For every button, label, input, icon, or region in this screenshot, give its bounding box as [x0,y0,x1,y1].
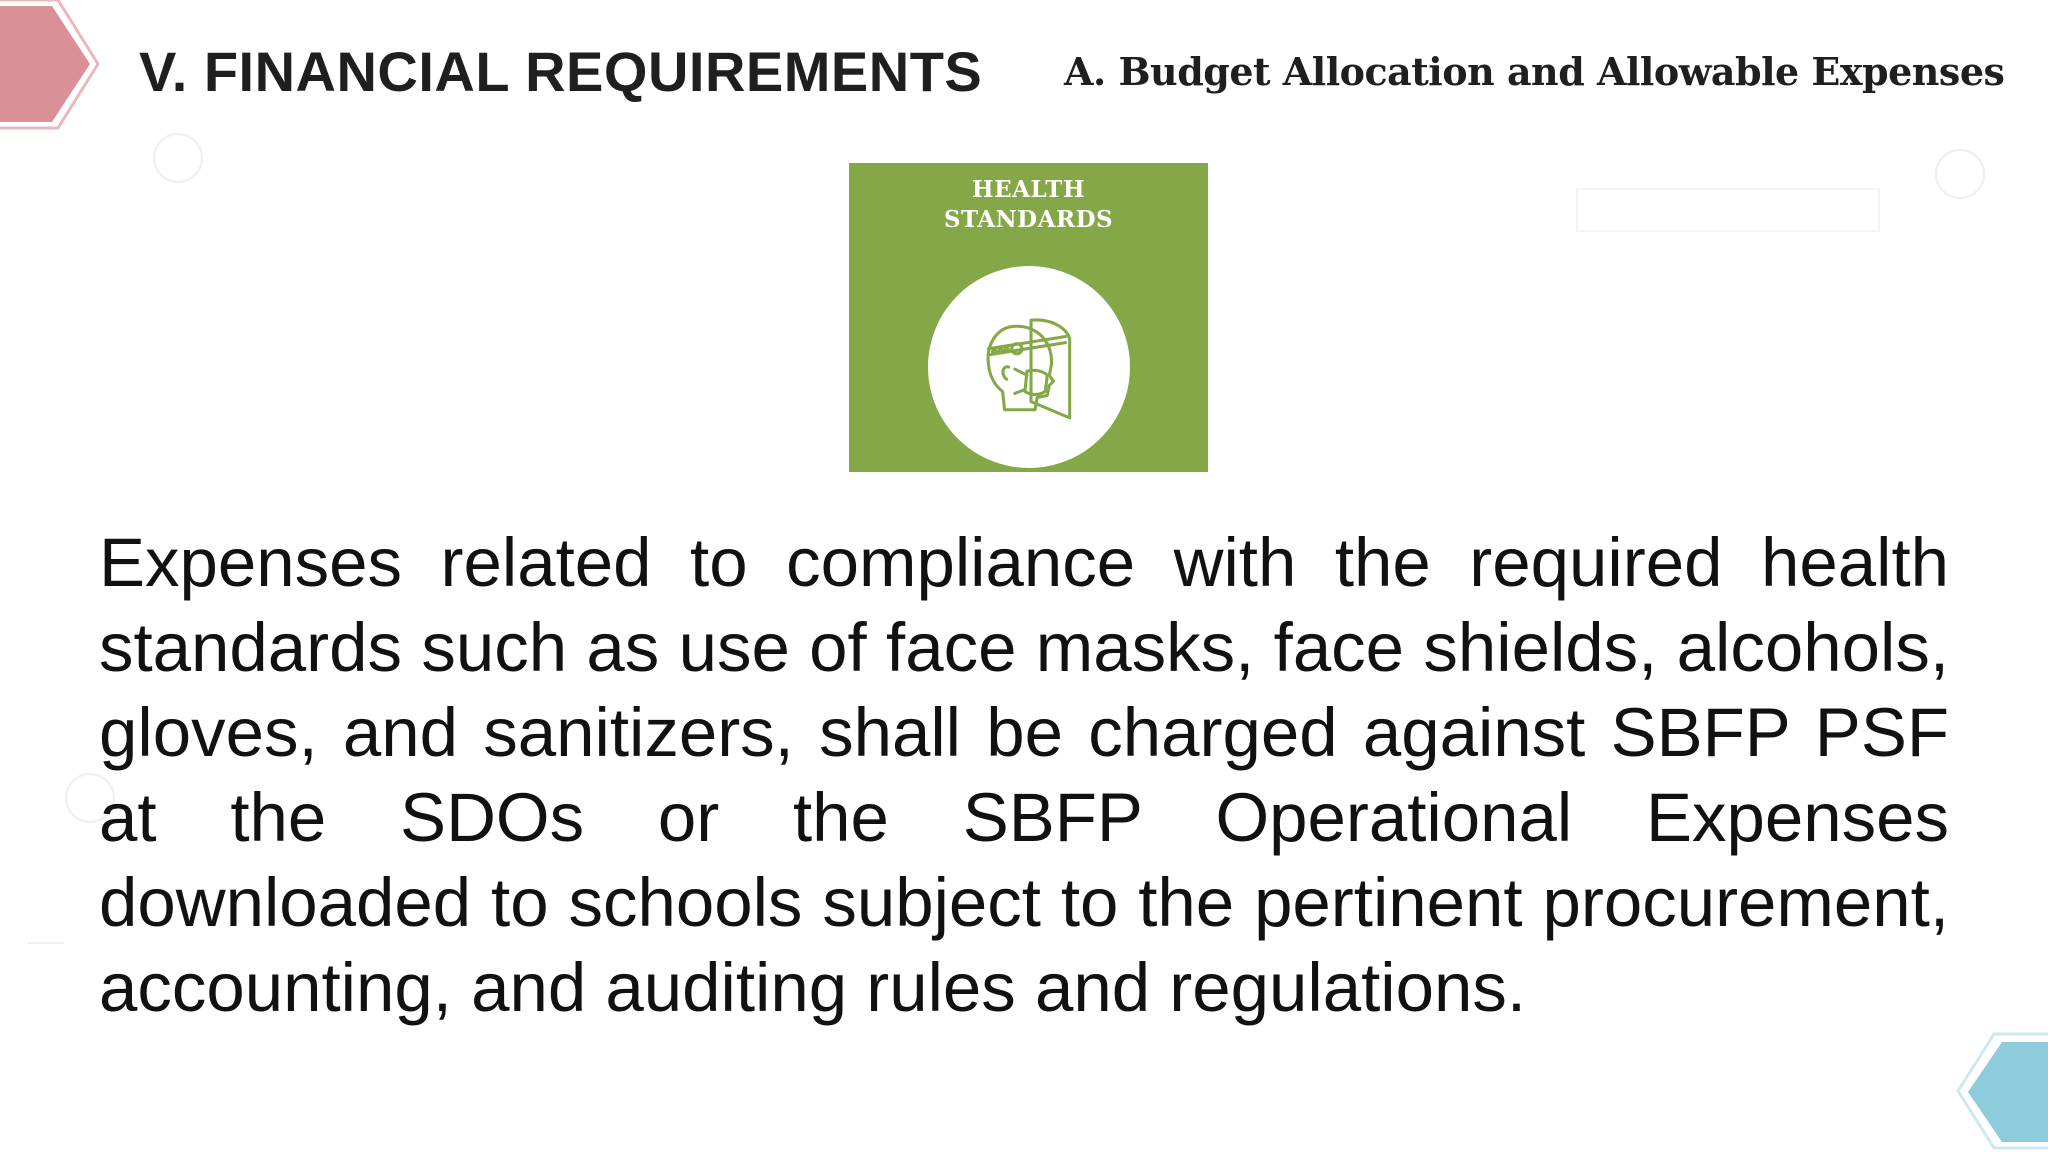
face-shield-icon [968,304,1090,426]
page-title: V. FINANCIAL REQUIREMENTS [139,40,983,103]
decorative-hexagon-right [1944,1030,2048,1152]
health-standards-label: HEALTH STANDARDS [943,176,1114,233]
section-subtitle: A. Budget Allocation and Allowable Expenses [1064,49,2005,94]
body-paragraph: Expenses related to compliance with the required health standards such as use of face masks, face shields, alcohols, gloves, and sanitizers, shall be charged against SBFP PSF at the SDOs or the SBFP Operational Expenses downloaded to schools subject to the pertinent procurement, accounting, and auditing rules and regulations. [99,524,1949,1026]
decorative-hexagon-left [0,0,120,134]
decorative-circle-top-left [150,130,206,186]
decorative-dash [28,940,68,946]
icon-circle [928,266,1130,468]
decorative-circle-top-right [1932,146,1988,202]
decorative-faint-rectangle [1576,188,1882,234]
health-standards-card [849,163,1208,472]
left-hexagon-fill [0,6,90,122]
